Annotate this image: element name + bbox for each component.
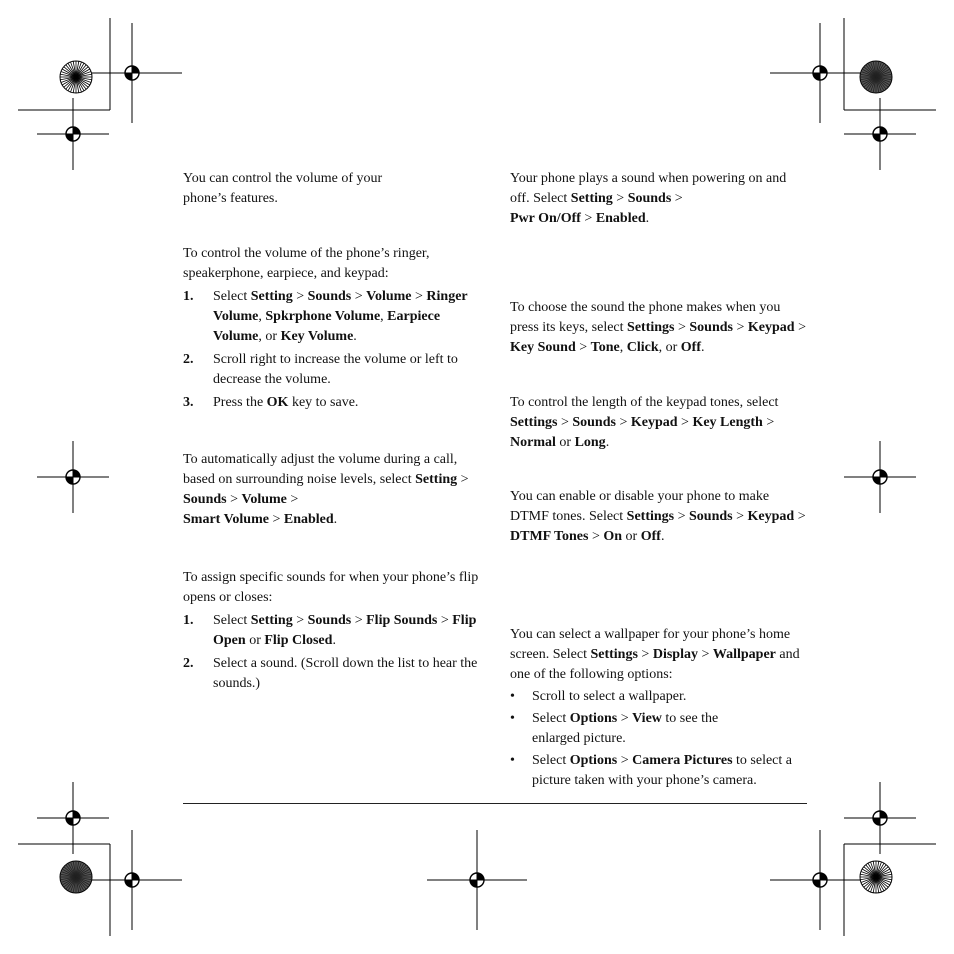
registration-quadrant: [470, 880, 477, 887]
bullet-item: [510, 751, 810, 791]
bullet-icon: •: [510, 711, 515, 726]
registration-quadrant: [73, 811, 80, 818]
smart-volume-section: [183, 450, 483, 530]
registration-quadrant: [820, 873, 827, 880]
registration-quadrant: [66, 818, 73, 825]
bullet-text: Select Options > View to see the enlarged picture.: [532, 711, 719, 746]
flip-sounds-section: [183, 568, 483, 694]
volume-intro-paragraph: You can control the volume of your phone’s features.: [183, 171, 383, 206]
bullet-item: [510, 709, 810, 749]
registration-quadrant: [125, 880, 132, 887]
step-number: 2.: [183, 656, 194, 671]
step-text: Select Setting > Sounds > Flip Sounds > Flip Open or Flip Closed.: [213, 613, 477, 648]
registration-quadrant: [477, 873, 484, 880]
step-item: [183, 611, 483, 651]
step-text: Select Setting > Sounds > Volume > Ringer Volume, Spkrphone Volume, Earpiece Volume, or Key Volume.: [213, 289, 468, 344]
step-text: Scroll right to increase the volume or left to decrease the volume.: [213, 352, 458, 387]
key-length-paragraph: To control the length of the keypad tones, select Settings > Sounds > Keypad > Key Length > Normal or Long.: [510, 395, 779, 450]
registration-quadrant: [813, 880, 820, 887]
bullet-item: [510, 687, 810, 707]
bullet-icon: •: [510, 753, 515, 768]
dtmf-paragraph: You can enable or disable your phone to make DTMF tones. Select Settings > Sounds > Keypad > DTMF Tones > On or Off.: [510, 489, 806, 544]
color-starburst-icon: [860, 61, 892, 93]
flip-sounds-paragraph: To assign specific sounds for when your phone’s flip opens or closes:: [183, 570, 479, 605]
step-text: Select a sound. (Scroll down the list to hear the sounds.): [213, 656, 478, 691]
wallpaper-section: [510, 625, 810, 791]
wallpaper-options-list: [510, 687, 810, 791]
bullet-icon: •: [510, 689, 515, 704]
step-item: [183, 287, 483, 347]
wallpaper-paragraph: You can select a wallpaper for your phone’s home screen. Select Settings > Display > Wallpaper and one of the following options:: [510, 627, 800, 682]
volume-section: [183, 244, 483, 413]
step-number: 1.: [183, 613, 194, 628]
step-number: 1.: [183, 289, 194, 304]
key-sound-section: [510, 298, 810, 358]
color-starburst-icon: [860, 861, 892, 893]
registration-quadrant: [73, 470, 80, 477]
footer-rule: [183, 803, 807, 804]
registration-quadrant: [873, 818, 880, 825]
volume-intro-text: [183, 169, 413, 209]
registration-quadrant: [880, 811, 887, 818]
power-sound-paragraph: Your phone plays a sound when powering on and off. Select Setting > Sounds > Pwr On/Off > Enabled.: [510, 171, 787, 226]
registration-quadrant: [132, 873, 139, 880]
registration-quadrant: [873, 134, 880, 141]
registration-quadrant: [73, 127, 80, 134]
key-sound-paragraph: To choose the sound the phone makes when you press its keys, select Settings > Sounds > Keypad > Key Sound > Tone, Click, or Off.: [510, 300, 806, 355]
power-sound-section: [510, 169, 800, 229]
registration-quadrant: [873, 477, 880, 484]
step-item: [183, 654, 483, 694]
bullet-text: Select Options > Camera Pictures to select a picture taken with your phone’s camera.: [532, 753, 793, 788]
step-number: 2.: [183, 352, 194, 367]
registration-quadrant: [880, 470, 887, 477]
step-text: Press the OK key to save.: [213, 395, 359, 410]
key-length-section: [510, 393, 810, 453]
step-number: 3.: [183, 395, 194, 410]
step-item: [183, 393, 483, 413]
bullet-text: Scroll to select a wallpaper.: [532, 689, 687, 704]
registration-quadrant: [813, 73, 820, 80]
dtmf-section: [510, 487, 810, 547]
step-item: [183, 350, 483, 390]
registration-quadrant: [820, 66, 827, 73]
registration-quadrant: [125, 73, 132, 80]
color-starburst-icon: [60, 861, 92, 893]
volume-paragraph: To control the volume of the phone’s ringer, speakerphone, earpiece, and keypad:: [183, 246, 430, 281]
flip-sounds-steps-list: [183, 611, 483, 694]
registration-quadrant: [66, 477, 73, 484]
smart-volume-paragraph: To automatically adjust the volume during a call, based on surrounding noise levels, select Setting > Sounds > Volume > Smart Volume > Enabled.: [183, 452, 469, 527]
registration-quadrant: [132, 66, 139, 73]
registration-quadrant: [880, 127, 887, 134]
color-starburst-icon: [60, 61, 92, 93]
registration-quadrant: [66, 134, 73, 141]
volume-steps-list: [183, 287, 483, 413]
